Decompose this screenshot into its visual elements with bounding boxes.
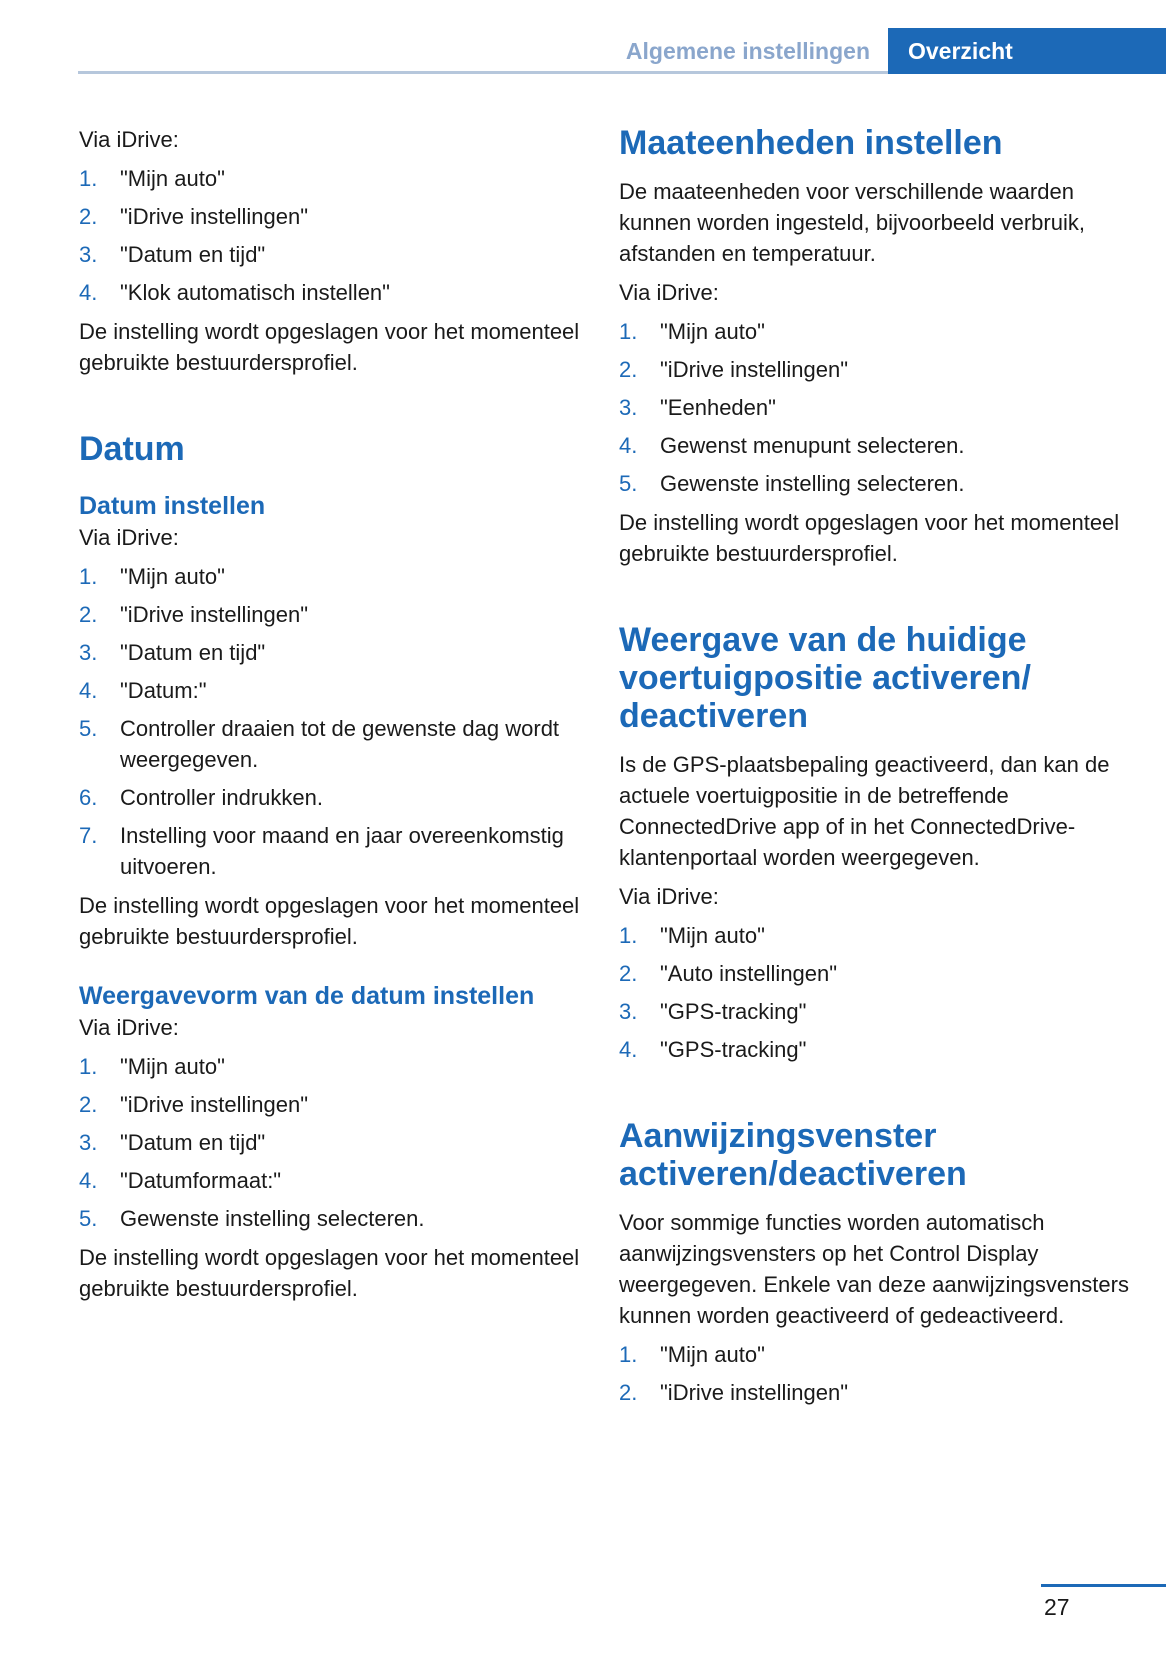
list-item	[619, 1377, 1131, 1408]
step-list	[619, 1339, 1131, 1408]
step-number: 2.	[619, 1380, 638, 1405]
step-text: "iDrive instellingen"	[120, 204, 309, 229]
step-number: 3.	[79, 242, 98, 267]
subsection-title-weergavevorm: Weergavevorm van de datum instellen	[79, 982, 535, 1010]
step-number: 1.	[619, 923, 638, 948]
step-number: 5.	[619, 471, 638, 496]
subsection-title-datum-instellen: Datum instellen	[79, 492, 266, 520]
profile-note: De instelling wordt opgeslagen voor het momenteel gebruikte bestuurdersprofiel.	[79, 319, 580, 375]
header-section-title: Algemene instellingen	[625, 38, 870, 64]
right-column	[619, 124, 1131, 1416]
header-tab-overzicht: Overzicht	[888, 28, 1166, 74]
list-item	[79, 713, 581, 775]
section-description: Is de GPS-plaatsbepaling geactiveerd, dan kan de actuele voertuigpositie in de betreffende ConnectedDrive app of in het ConnectedDrive-klantenportaal worden weergegeven.	[619, 752, 1110, 870]
list-item	[79, 637, 581, 668]
step-text: "Datum en tijd"	[120, 242, 266, 267]
list-item	[619, 468, 1131, 499]
step-number: 2.	[79, 204, 98, 229]
step-list	[79, 163, 581, 308]
step-text: Gewenste instelling selecteren.	[660, 471, 965, 496]
step-number: 3.	[79, 1130, 98, 1155]
step-text: "Mijn auto"	[120, 166, 225, 191]
list-item	[619, 996, 1131, 1027]
step-text: Gewenst menupunt selecteren.	[660, 433, 965, 458]
profile-note: De instelling wordt opgeslagen voor het momenteel gebruikte bestuurdersprofiel.	[79, 893, 580, 949]
list-item	[619, 1034, 1131, 1065]
step-number: 4.	[79, 1168, 98, 1193]
list-item	[79, 782, 581, 813]
step-number: 1.	[619, 319, 638, 344]
step-text: Instelling voor maand en jaar overeenkomstig uitvoeren.	[120, 823, 564, 879]
step-list	[79, 561, 581, 882]
list-item	[619, 430, 1131, 461]
list-item	[79, 201, 581, 232]
section-title-aanwijzingsvenster: Aanwijzingsvenster activeren/deactiveren	[619, 1117, 967, 1193]
section-title-datum: Datum	[79, 430, 185, 468]
step-text: "Datum:"	[120, 678, 207, 703]
list-item	[79, 1089, 581, 1120]
via-idrive-label: Via iDrive:	[619, 884, 719, 909]
step-text: Controller indrukken.	[120, 785, 323, 810]
list-item	[79, 1203, 581, 1234]
list-item	[619, 1339, 1131, 1370]
section-description: De maateenheden voor verschillende waarden kunnen worden ingesteld, bijvoorbeeld verbruik, afstanden en temperatuur.	[619, 179, 1085, 266]
list-item	[619, 316, 1131, 347]
step-text: "iDrive instellingen"	[660, 1380, 849, 1405]
step-text: "Klok automatisch instellen"	[120, 280, 390, 305]
via-idrive-label: Via iDrive:	[79, 525, 179, 550]
step-number: 1.	[79, 564, 98, 589]
list-item	[619, 920, 1131, 951]
step-text: "Mijn auto"	[660, 1342, 765, 1367]
step-number: 1.	[79, 1054, 98, 1079]
step-number: 1.	[619, 1342, 638, 1367]
step-text: "GPS-tracking"	[660, 1037, 807, 1062]
step-list	[619, 316, 1131, 499]
step-number: 1.	[79, 166, 98, 191]
step-text: "Mijn auto"	[120, 564, 225, 589]
step-text: "Mijn auto"	[660, 319, 765, 344]
step-number: 5.	[79, 716, 98, 741]
step-text: "Eenheden"	[660, 395, 776, 420]
list-item	[79, 561, 581, 592]
header-rule	[78, 71, 888, 74]
section-description: Voor sommige functies worden automatisch aanwijzingsvensters op het Control Display weergegeven. Enkele van deze aanwijzingsvensters kunnen worden geactiveerd of gedeactiveerd.	[619, 1210, 1129, 1328]
step-number: 2.	[619, 961, 638, 986]
step-text: "GPS-tracking"	[660, 999, 807, 1024]
step-text: "iDrive instellingen"	[120, 602, 309, 627]
step-text: "Datum en tijd"	[120, 640, 266, 665]
list-item	[79, 1165, 581, 1196]
step-number: 6.	[79, 785, 98, 810]
step-number: 3.	[619, 395, 638, 420]
step-text: Controller draaien tot de gewenste dag wordt weergegeven.	[120, 716, 560, 772]
left-column	[79, 124, 581, 1312]
section-title-maateenheden: Maateenheden instellen	[619, 124, 1003, 162]
list-item	[619, 392, 1131, 423]
list-item	[79, 239, 581, 270]
section-title-weergave-voertuigpositie: Weergave van de huidige voertuigpositie activeren/ deactiveren	[619, 621, 1031, 735]
via-idrive-label: Via iDrive:	[619, 280, 719, 305]
list-item	[79, 820, 581, 882]
list-item	[619, 958, 1131, 989]
step-text: "iDrive instellingen"	[660, 357, 849, 382]
step-text: "Mijn auto"	[660, 923, 765, 948]
list-item	[79, 1051, 581, 1082]
step-list	[619, 920, 1131, 1065]
step-text: "Datumformaat:"	[120, 1168, 282, 1193]
via-idrive-label: Via iDrive:	[79, 127, 179, 152]
step-number: 4.	[619, 433, 638, 458]
list-item	[79, 1127, 581, 1158]
page-number: 27	[1044, 1594, 1070, 1620]
step-text: "Auto instellingen"	[660, 961, 838, 986]
step-text: "Mijn auto"	[120, 1054, 225, 1079]
step-text: "Datum en tijd"	[120, 1130, 266, 1155]
profile-note: De instelling wordt opgeslagen voor het momenteel gebruikte bestuurdersprofiel.	[79, 1245, 580, 1301]
list-item	[79, 163, 581, 194]
list-item	[79, 277, 581, 308]
step-number: 5.	[79, 1206, 98, 1231]
step-number: 4.	[619, 1037, 638, 1062]
step-number: 2.	[79, 602, 98, 627]
list-item	[79, 599, 581, 630]
step-text: "iDrive instellingen"	[120, 1092, 309, 1117]
step-number: 3.	[79, 640, 98, 665]
step-number: 2.	[619, 357, 638, 382]
step-number: 7.	[79, 823, 98, 848]
step-number: 4.	[79, 678, 98, 703]
step-number: 2.	[79, 1092, 98, 1117]
step-number: 4.	[79, 280, 98, 305]
profile-note: De instelling wordt opgeslagen voor het momenteel gebruikte bestuurdersprofiel.	[619, 510, 1120, 566]
list-item	[79, 675, 581, 706]
list-item	[619, 354, 1131, 385]
step-list	[79, 1051, 581, 1234]
step-number: 3.	[619, 999, 638, 1024]
footer-rule	[1041, 1584, 1166, 1587]
via-idrive-label: Via iDrive:	[79, 1015, 179, 1040]
step-text: Gewenste instelling selecteren.	[120, 1206, 425, 1231]
